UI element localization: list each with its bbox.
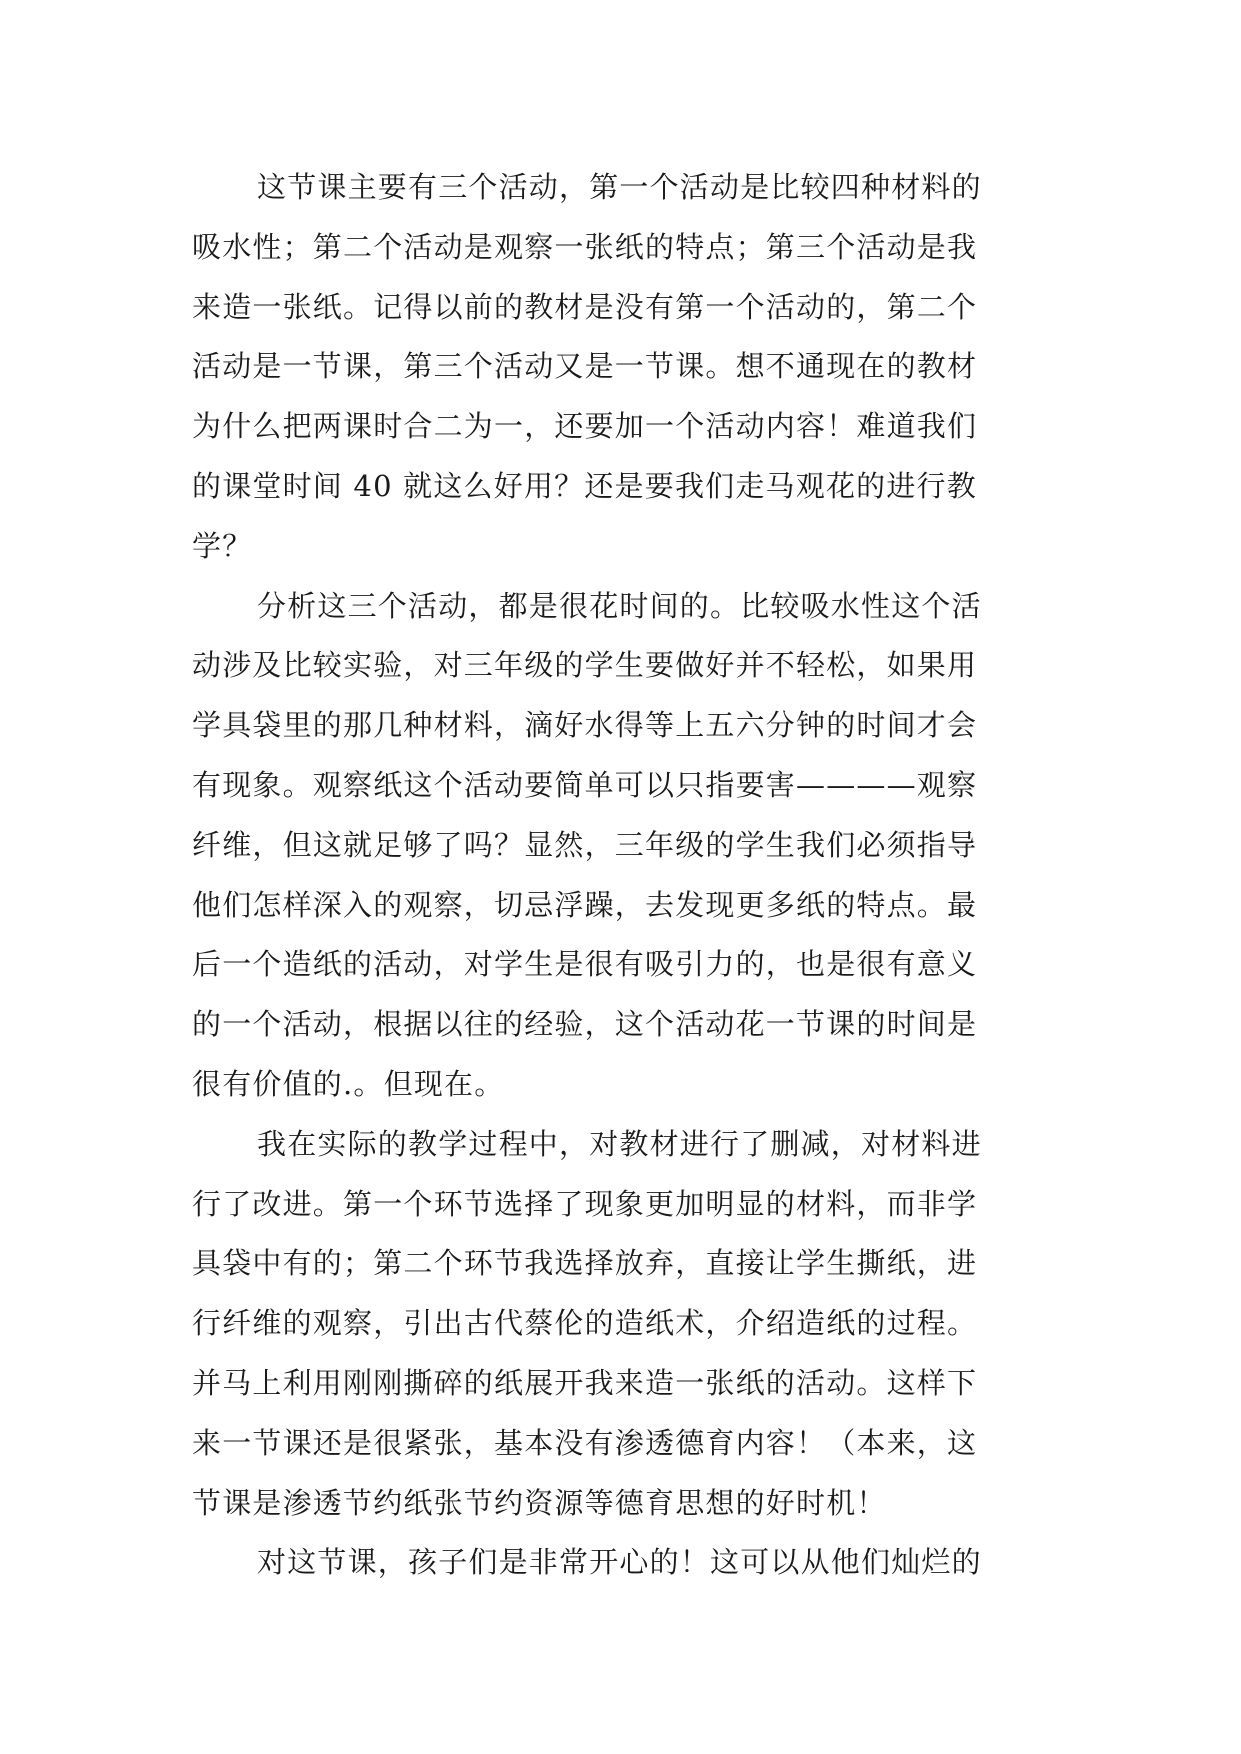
text-line: 的一个活动，根据以往的经验，这个活动花一节课的时间是 [192,1007,978,1042]
text-line: 这节课主要有三个活动，第一个活动是比较四种材料的 [257,170,982,204]
text-line: 动涉及比较实验，对三年级的学生要做好并不轻松，如果用 [192,648,978,683]
text-line: 我在实际的教学过程中，对教材进行了删减，对材料进 [257,1126,982,1161]
text-line: 学？ [192,528,253,563]
text-line: 活动是一节课，第三个活动又是一节课。想不通现在的教材 [192,349,978,384]
text-line: 后一个造纸的活动，对学生是很有吸引力的，也是很有意义 [192,947,978,982]
text-line: 很有价值的.。但现在。 [192,1066,505,1101]
document-body [192,158,1062,1593]
text-line: 纤维，但这就足够了吗？显然，三年级的学生我们必须指导 [192,827,978,862]
text-line: 吸水性；第二个活动是观察一张纸的特点；第三个活动是我 [192,229,978,264]
text-line: 来造一张纸。记得以前的教材是没有第一个活动的，第二个 [192,289,978,324]
text-line: 的课堂时间 40 就这么好用？还是要我们走马观花的进行教 [192,468,977,503]
text-line: 行了改进。第一个环节选择了现象更加明显的材料，而非学 [192,1186,978,1221]
paragraph-4 [192,1533,1062,1593]
text-line: 并马上利用刚刚撕碎的纸展开我来造一张纸的活动。这样下 [192,1365,978,1400]
text-line: 来一节课还是很紧张，基本没有渗透德育内容！（本来，这 [192,1425,978,1460]
paragraph-3 [192,1115,1062,1534]
text-line: 具袋中有的；第二个环节我选择放弃，直接让学生撕纸，进 [192,1246,978,1281]
paragraph-2 [192,577,1062,1115]
text-line: 他们怎样深入的观察，切忌浮躁，去发现更多纸的特点。最 [192,887,978,922]
paragraph-1 [192,158,1062,577]
text-line: 为什么把两课时合二为一，还要加一个活动内容！难道我们 [192,409,978,444]
text-line: 节课是渗透节约纸张节约资源等德育思想的好时机！ [192,1485,887,1520]
text-line: 分析这三个活动，都是很花时间的。比较吸水性这个活 [257,588,982,623]
text-line: 行纤维的观察，引出古代蔡伦的造纸术，介绍造纸的过程。 [192,1306,978,1341]
text-line: 有现象。观察纸这个活动要简单可以只指要害————观察 [192,767,978,802]
text-line: 对这节课，孩子们是非常开心的！这可以从他们灿烂的 [257,1545,982,1580]
text-line: 学具袋里的那几种材料，滴好水得等上五六分钟的时间才会 [192,708,978,743]
